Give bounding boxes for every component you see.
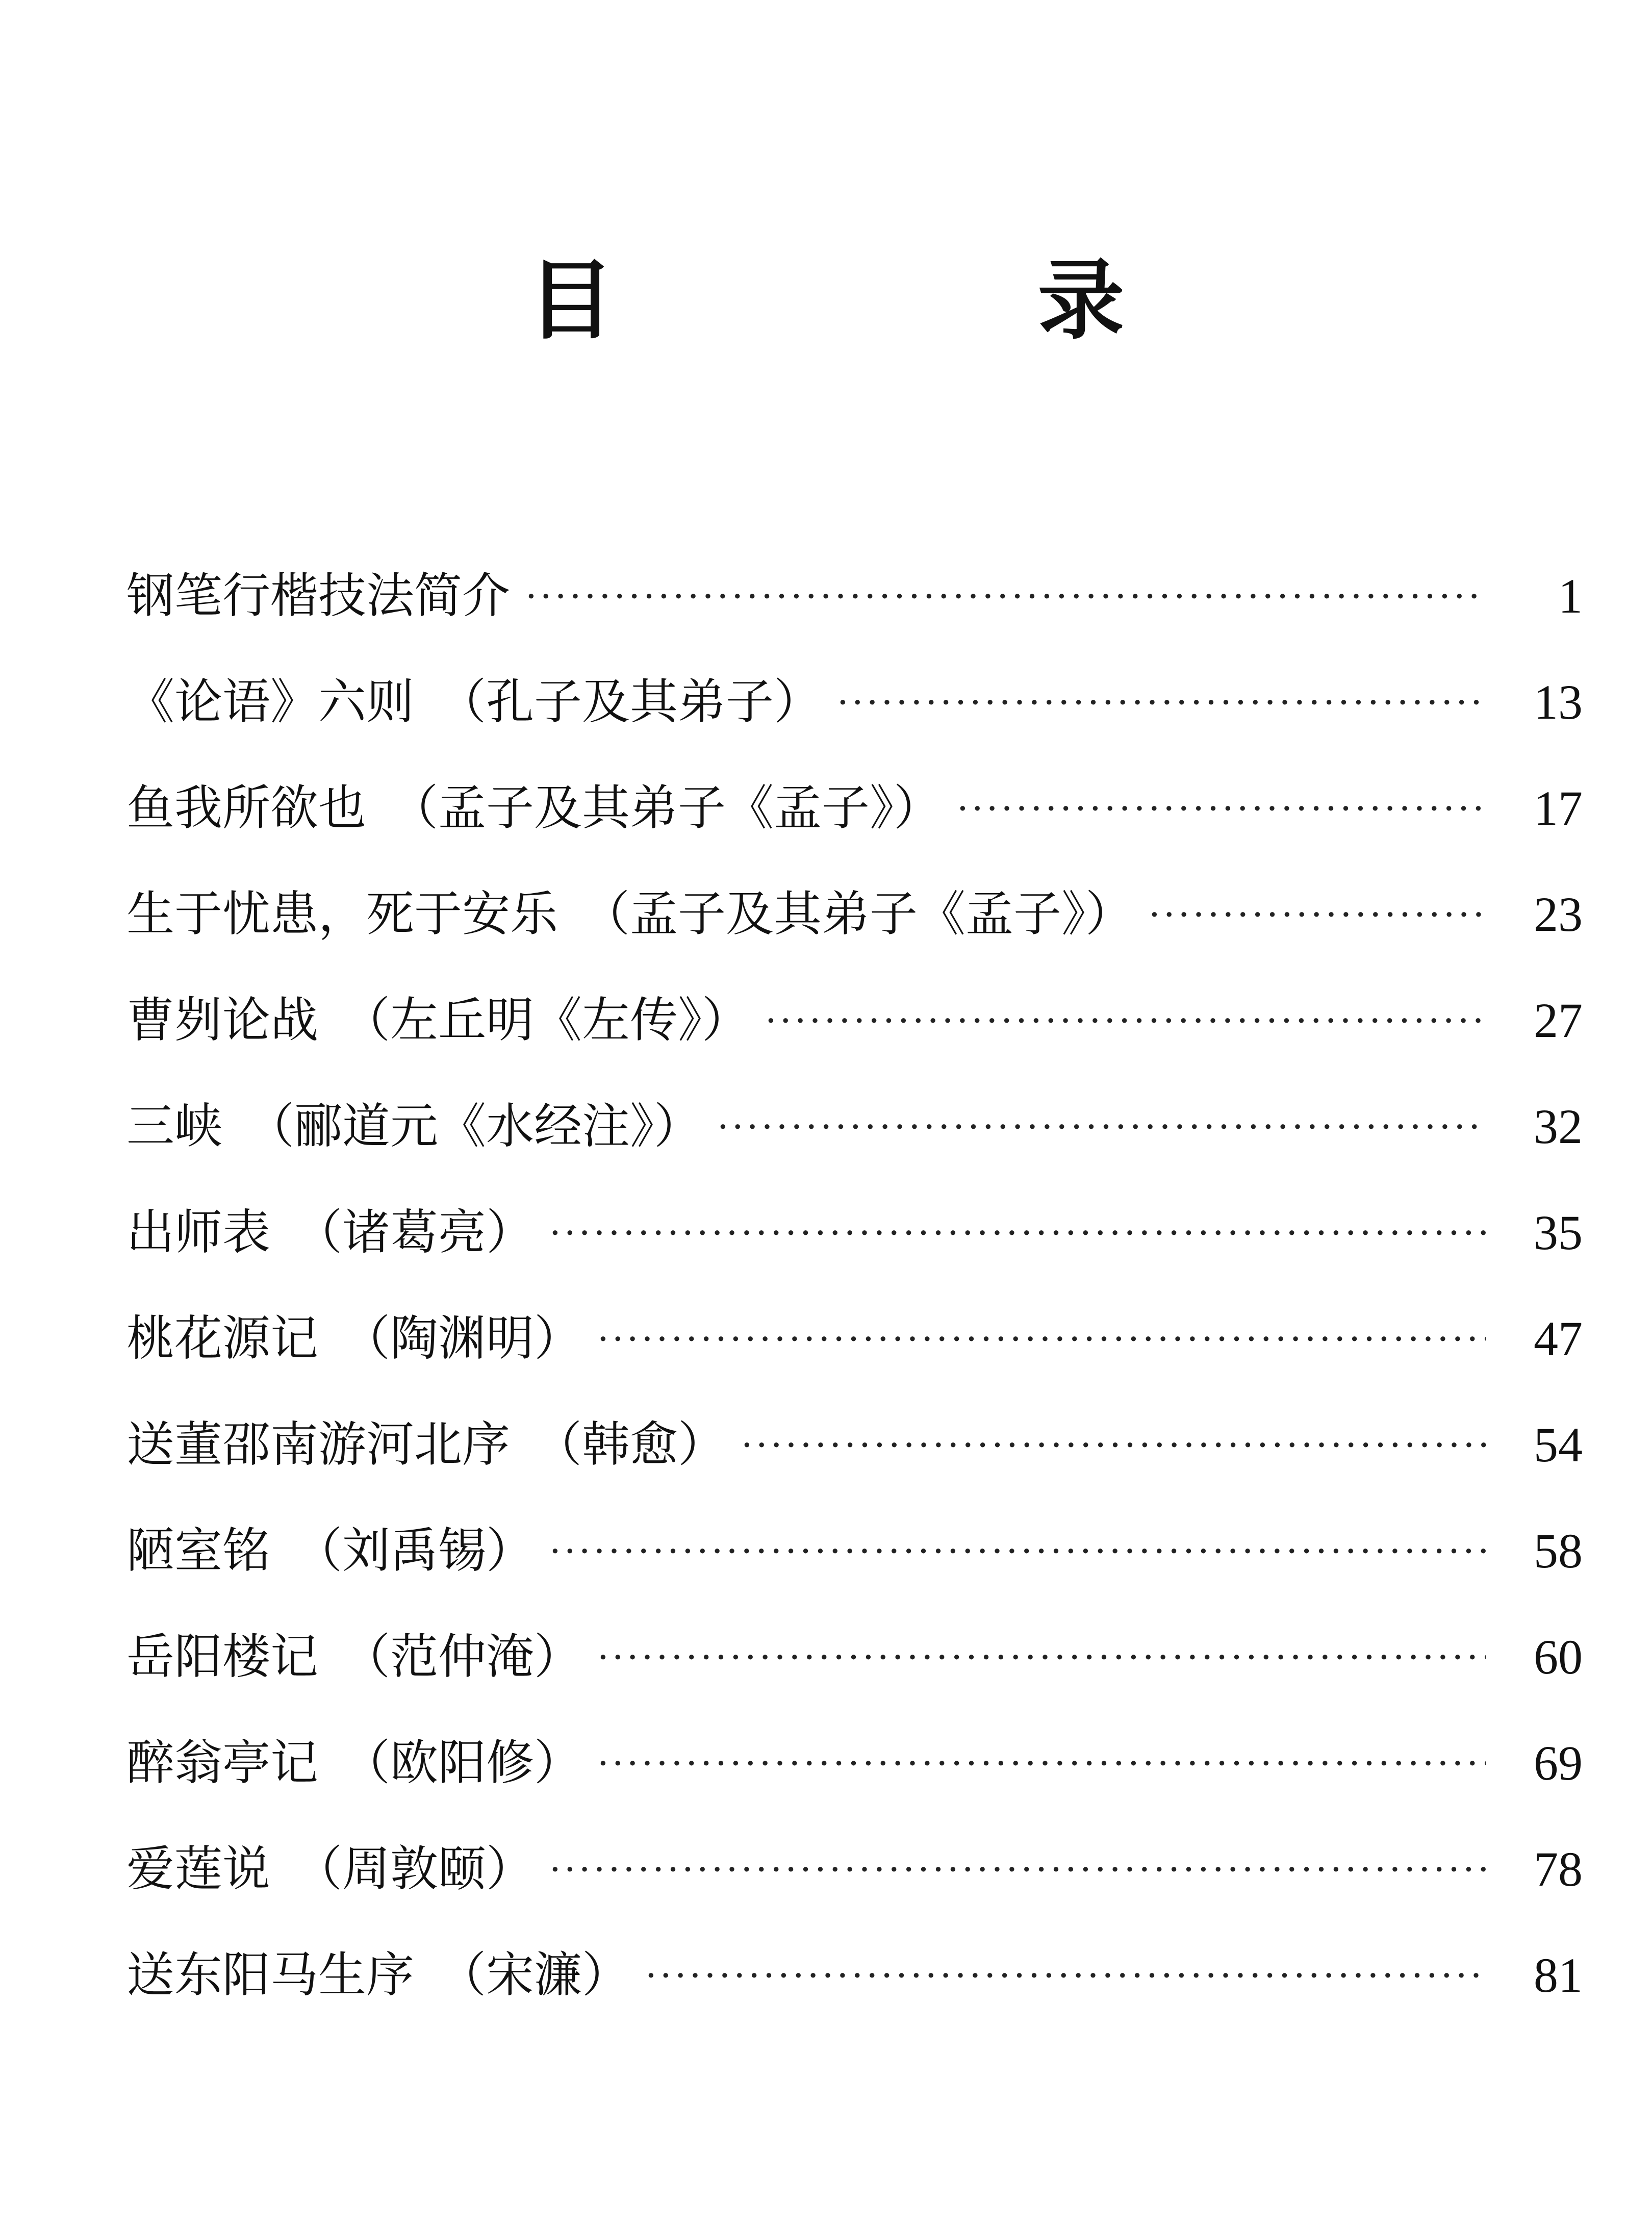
toc-entry-page: 35 (1534, 1205, 1583, 1260)
dot-leader (717, 1096, 1486, 1157)
dot-leader (597, 1733, 1486, 1794)
toc-entry-title: 爱莲说 （周敦颐） (126, 1841, 535, 1897)
toc-entry-title: 醉翁亭记 （欧阳修） (126, 1735, 582, 1791)
dot-leader (957, 778, 1486, 839)
toc-entry-page: 27 (1534, 993, 1583, 1048)
toc-entry-title: 钢笔行楷技法简介 (126, 568, 511, 624)
dot-leader (549, 1839, 1486, 1900)
toc-entry-page: 13 (1534, 675, 1583, 729)
toc-entry-title: 出师表 （诸葛亮） (126, 1205, 535, 1260)
dot-leader (645, 1945, 1486, 2006)
toc-entry-page: 47 (1534, 1311, 1583, 1366)
toc-entry-title: 岳阳楼记 （范仲淹） (126, 1629, 582, 1685)
toc-entry-title: 桃花源记 （陶渊明） (126, 1311, 582, 1366)
toc-entry-title: 鱼我所欲也 （孟子及其弟子《孟子》） (126, 780, 942, 836)
toc-entry-page: 58 (1534, 1524, 1583, 1578)
toc-entry-page: 23 (1534, 887, 1583, 942)
toc-entry-title: 《论语》六则 （孔子及其弟子） (126, 674, 822, 730)
toc-entry (126, 1180, 1583, 1286)
toc-entry (126, 1392, 1583, 1498)
toc-entry (126, 1922, 1583, 2028)
toc-entry-page: 81 (1534, 1948, 1583, 2002)
toc-entry (126, 861, 1583, 968)
dot-leader (597, 1308, 1486, 1369)
dot-leader (597, 1627, 1486, 1688)
toc-entry (126, 1286, 1583, 1392)
toc-entry-title: 送董邵南游河北序 （韩愈） (126, 1417, 726, 1473)
toc-entry (126, 1498, 1583, 1604)
toc-entry (126, 649, 1583, 755)
toc-entry (126, 543, 1583, 649)
toc-entry (126, 968, 1583, 1074)
toc-entry-title: 生于忧患，死于安乐 （孟子及其弟子《孟子》） (126, 886, 1134, 942)
toc-entry-page: 69 (1534, 1736, 1583, 1790)
dot-leader (525, 566, 1486, 627)
dot-leader (1149, 884, 1486, 945)
table-of-contents (126, 543, 1583, 2028)
toc-entry (126, 1604, 1583, 1710)
toc-entry (126, 755, 1583, 861)
toc-entry-page: 78 (1534, 1842, 1583, 1896)
page-title: 目 录 (527, 250, 1293, 351)
toc-entry (126, 1074, 1583, 1180)
toc-entry-page: 1 (1558, 569, 1583, 623)
toc-entry-title: 三峡 （郦道元《水经注》） (126, 1099, 702, 1154)
toc-entry-page: 54 (1534, 1417, 1583, 1472)
dot-leader (549, 1520, 1486, 1582)
dot-leader (765, 990, 1486, 1051)
toc-entry (126, 1816, 1583, 1922)
toc-entry-page: 60 (1534, 1630, 1583, 1684)
dot-leader (549, 1202, 1486, 1263)
toc-entry-page: 17 (1534, 781, 1583, 835)
dot-leader (837, 672, 1486, 733)
dot-leader (741, 1414, 1486, 1476)
toc-entry-title: 送东阳马生序 （宋濂） (126, 1947, 630, 2003)
toc-entry-title: 陋室铭 （刘禹锡） (126, 1523, 535, 1579)
toc-entry (126, 1710, 1583, 1816)
toc-entry-page: 32 (1534, 1099, 1583, 1154)
toc-entry-title: 曹刿论战 （左丘明《左传》） (126, 993, 750, 1048)
